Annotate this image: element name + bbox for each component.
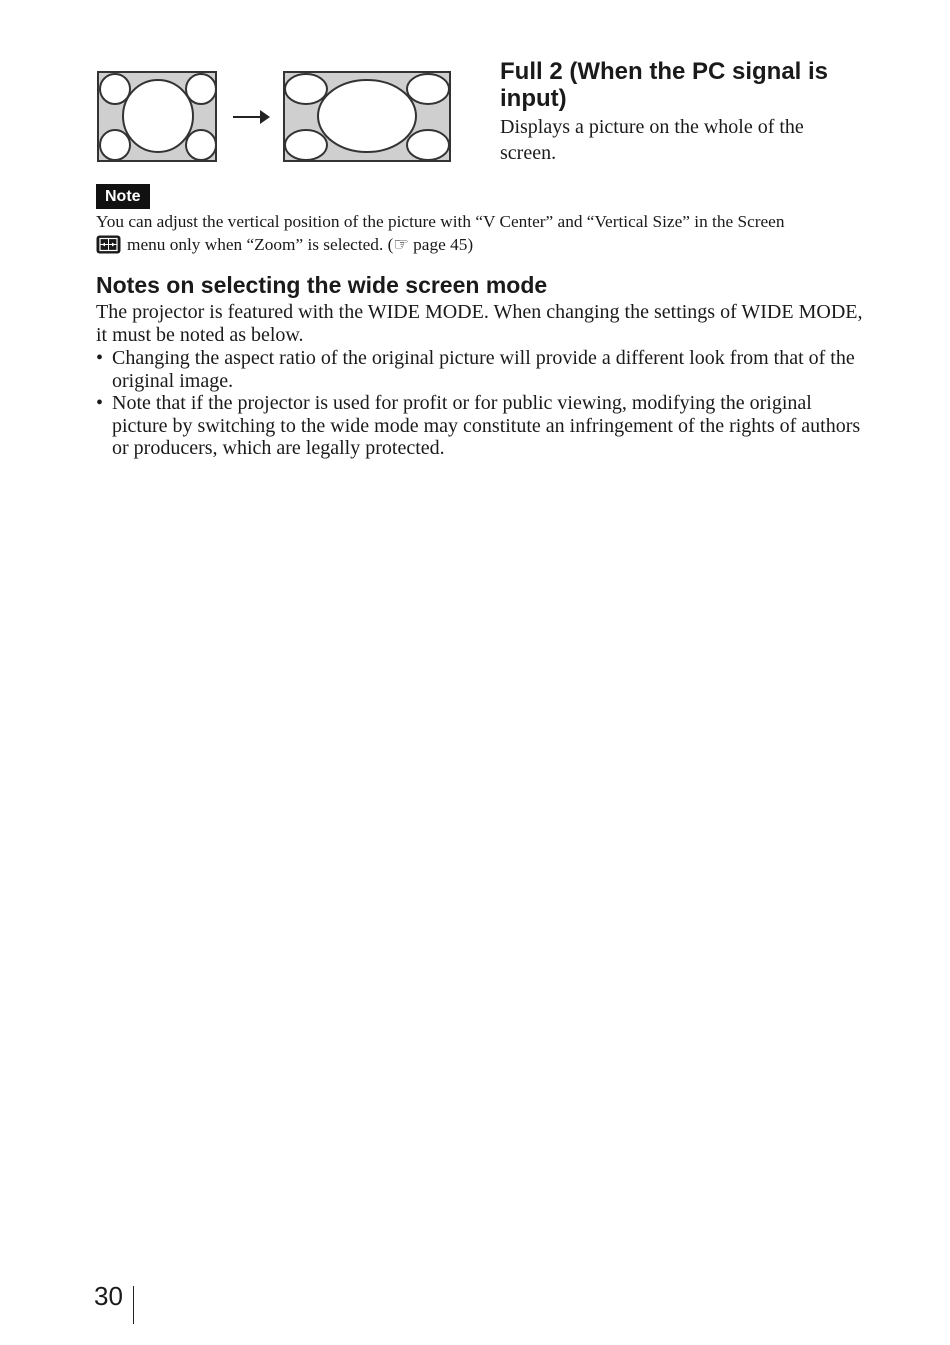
page-number-divider bbox=[133, 1286, 134, 1324]
page-reference: page 45) bbox=[408, 235, 474, 254]
note-badge: Note bbox=[96, 184, 150, 209]
section-title: Notes on selecting the wide screen mode bbox=[96, 272, 548, 298]
bullet-text: Changing the aspect ratio of the original picture will provide a different look from that of the original image. bbox=[112, 347, 855, 392]
arrow-right-icon bbox=[233, 110, 270, 124]
note-text bbox=[96, 210, 866, 256]
list-item bbox=[96, 392, 866, 460]
hand-pointer-icon: ☞ bbox=[393, 235, 409, 254]
bullet-text: Note that if the projector is used for profit or for public viewing, modifying the original picture by switching to the wide mode may constitute an infringement of the rights of authors or producers, which are legally protected. bbox=[112, 392, 861, 459]
bullet-marker: • bbox=[96, 392, 104, 414]
bullet-list bbox=[96, 347, 866, 460]
mode-description: Displays a picture on the whole of the screen. bbox=[500, 116, 804, 164]
note-text-part-2: menu only when “Zoom” is selected. ( bbox=[127, 235, 394, 254]
page-number: 30 bbox=[94, 1281, 123, 1311]
mode-title: Full 2 (When the PC signal is input) bbox=[500, 58, 829, 112]
list-item bbox=[96, 347, 866, 392]
aspect-ratio-diagram bbox=[96, 70, 456, 166]
original-picture bbox=[98, 72, 216, 161]
bullet-marker: • bbox=[96, 347, 104, 369]
full-widescreen-picture bbox=[284, 72, 450, 161]
screen-menu-icon bbox=[96, 235, 121, 254]
note-text-part-1: You can adjust the vertical position of the picture with “V Center” and “Vertical Size” in the Screen bbox=[96, 212, 785, 231]
section-intro: The projector is featured with the WIDE MODE. When changing the settings of WIDE MODE, it must be noted as below. bbox=[96, 301, 863, 346]
